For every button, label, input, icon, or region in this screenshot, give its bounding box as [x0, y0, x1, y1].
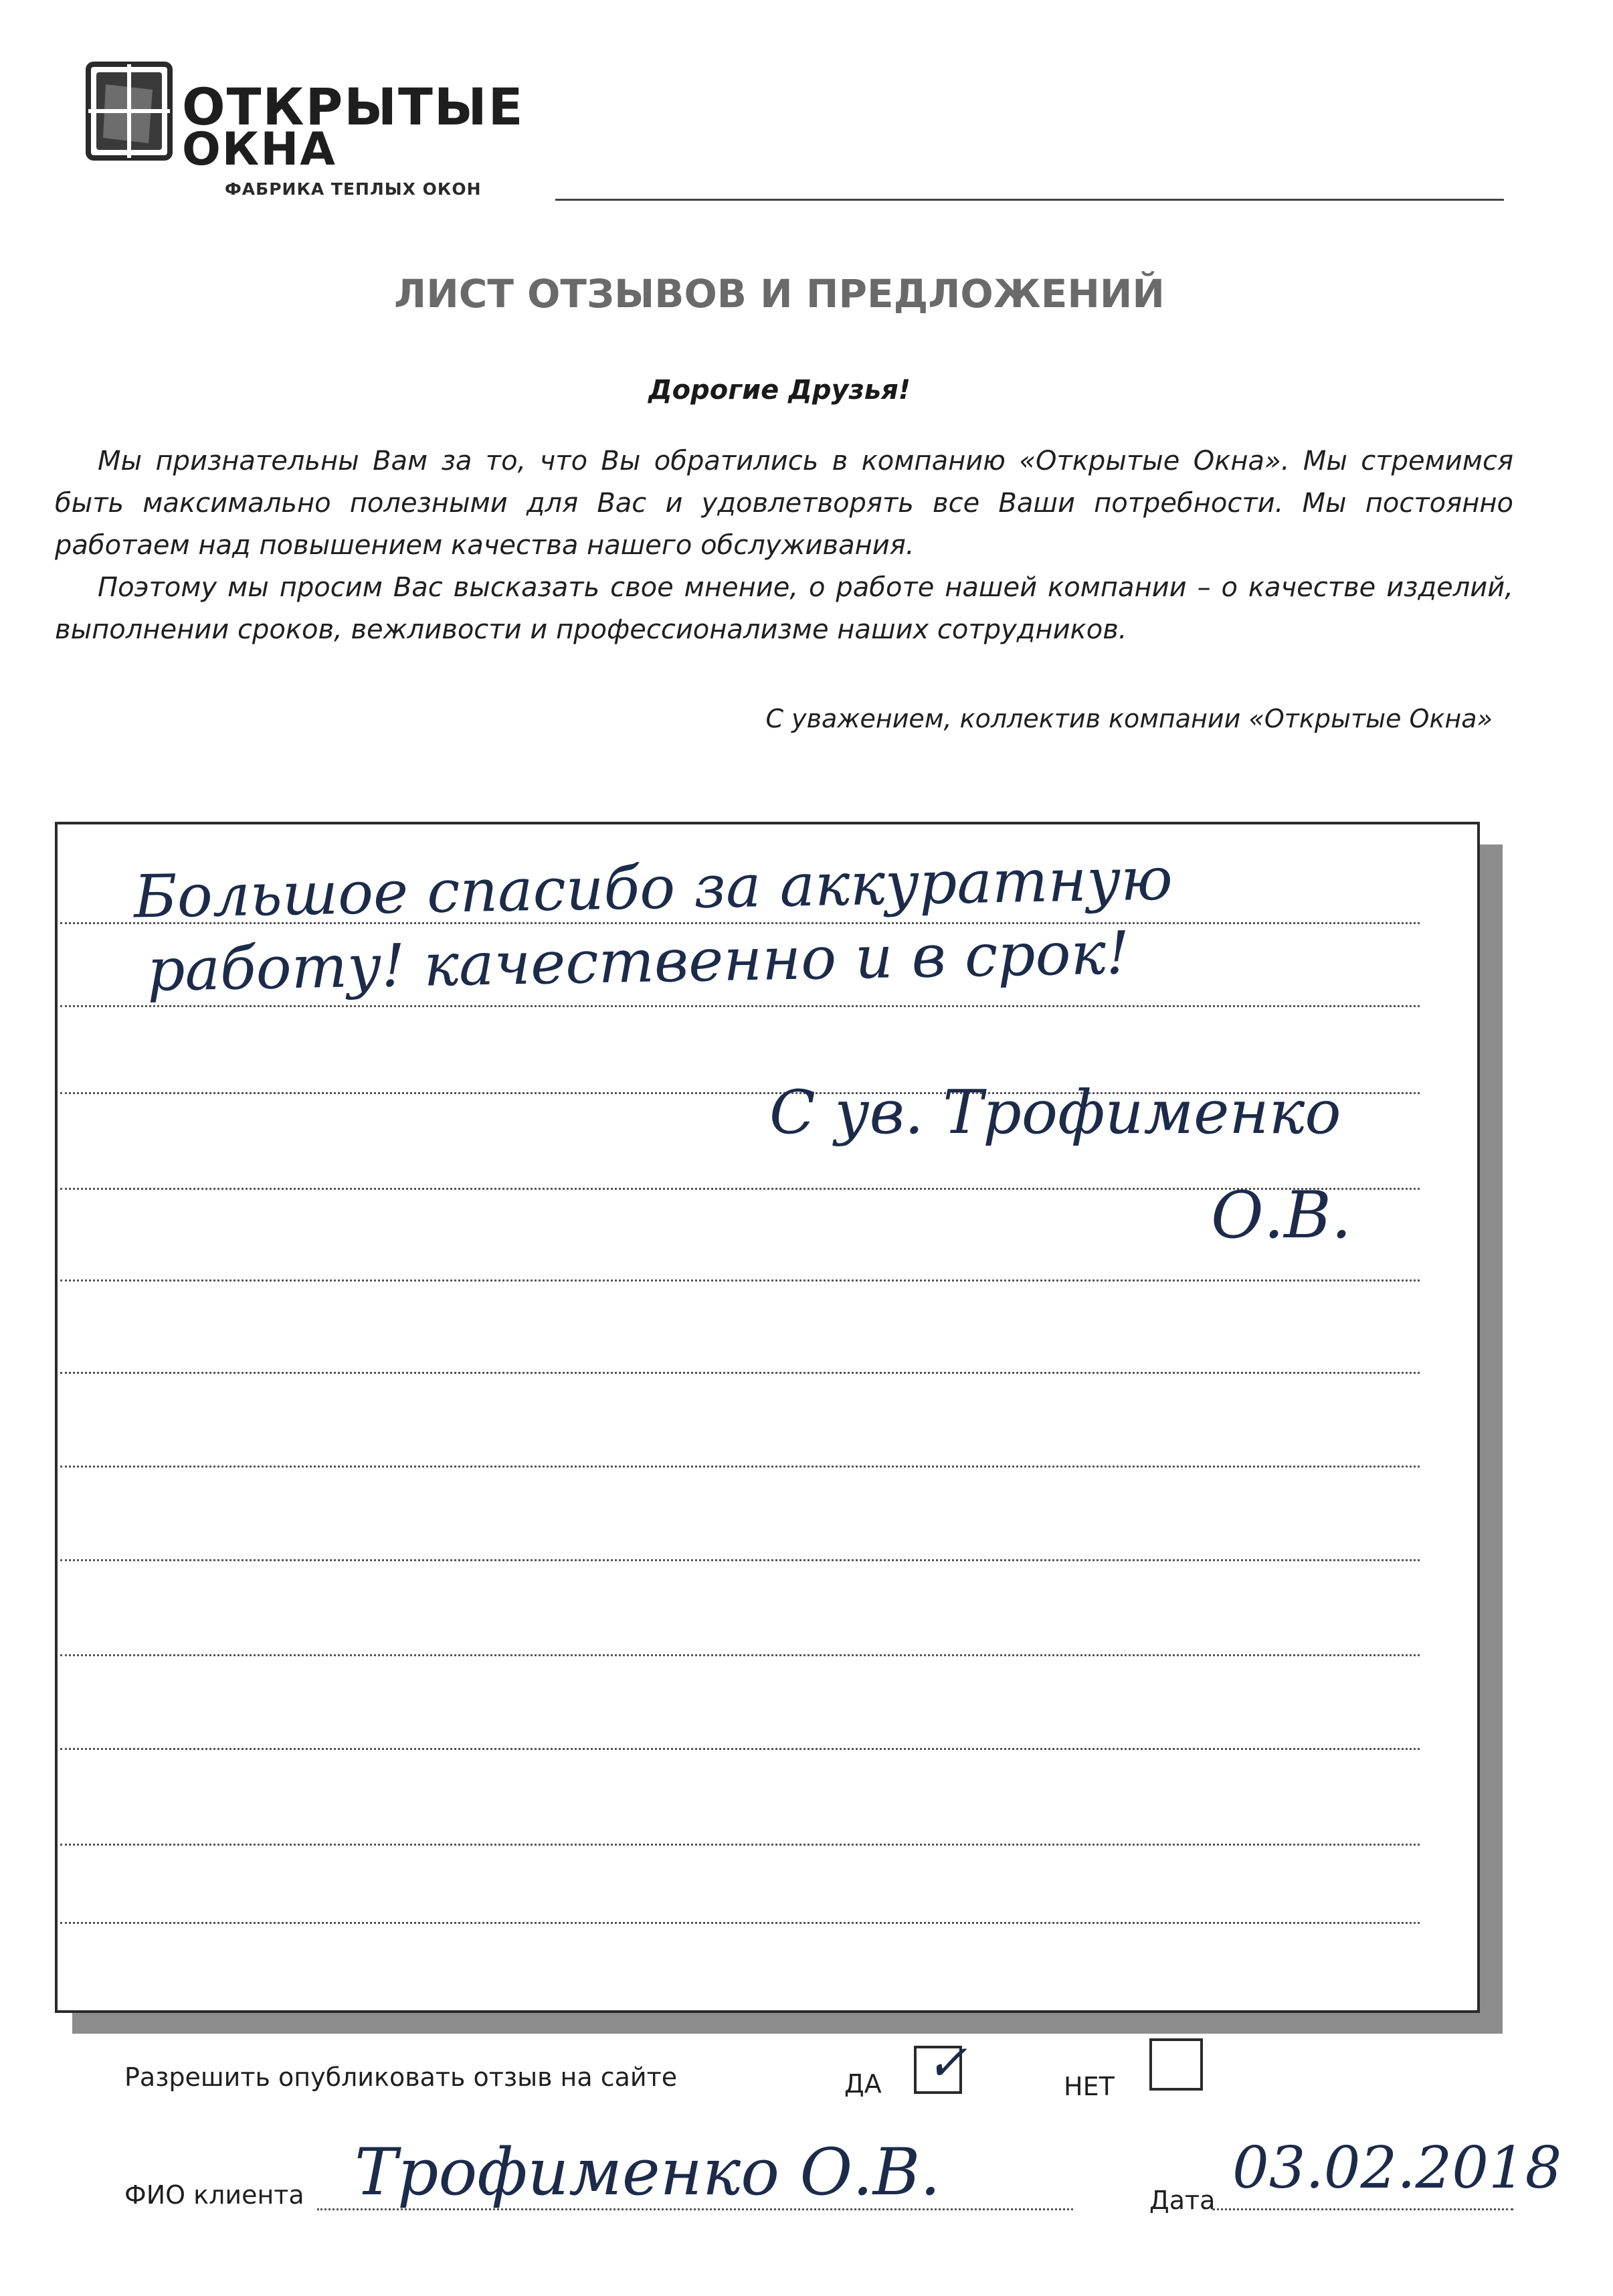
writing-line	[60, 1279, 1420, 1282]
publish-permission-label: Разрешить опубликовать отзыв на сайте	[124, 2062, 678, 2092]
feedback-text-line-2: работу! качественно и в срок!	[147, 918, 1131, 1004]
date-label: Дата	[1149, 2186, 1216, 2215]
writing-line	[60, 1654, 1420, 1656]
brand-subtitle: ФАБРИКА ТЕПЛЫХ ОКОН	[225, 179, 482, 199]
intro-paragraph-1: Мы признательны Вам за то, что Вы обратились в компанию «Открытые Окна». Мы стремимся быть максимально полезными для Вас и удовлетворять все Ваши потребности. Мы постоянно работаем над повышением качества нашего обслуживания.	[55, 446, 1513, 561]
writing-line	[60, 1922, 1420, 1924]
brand-name-line2: ОКНА	[182, 123, 337, 176]
writing-line	[60, 1844, 1420, 1846]
writing-line	[60, 1005, 1420, 1007]
company-logo-icon	[79, 58, 179, 165]
writing-line	[60, 1372, 1420, 1374]
form-title: ЛИСТ ОТЗЫВОВ И ПРЕДЛОЖЕНИЙ	[394, 271, 1165, 317]
feedback-signature-line-2: О.В.	[1211, 1178, 1352, 1253]
publish-no-label: НЕТ	[1064, 2072, 1115, 2101]
check-mark-icon: ✓	[926, 2034, 968, 2092]
client-name-field[interactable]: Трофименко О.В.	[355, 2135, 941, 2210]
writing-line	[60, 1466, 1420, 1468]
signoff: С уважением, коллектив компании «Открытые Окна»	[765, 704, 1493, 733]
publish-no-checkbox[interactable]	[1149, 2038, 1203, 2091]
brand-name-line1: ОТКРЫТЫЕ	[182, 77, 525, 137]
header-rule	[555, 199, 1504, 201]
feedback-signature-line-1: С ув. Трофименко	[769, 1077, 1341, 1148]
publish-yes-label: ДА	[844, 2069, 882, 2099]
feedback-text-line-1: Большое спасибо за аккуратную	[133, 844, 1173, 932]
date-line	[1212, 2208, 1513, 2210]
intro-paragraph-2: Поэтому мы просим Вас высказать свое мнение, о работе нашей компании – о качестве изделий, выполнении сроков, вежливости и профессионализме наших сотрудников.	[55, 572, 1513, 645]
intro-text	[55, 440, 1513, 651]
writing-line	[60, 1559, 1420, 1561]
date-field[interactable]: 03.02.2018	[1232, 2135, 1562, 2202]
writing-line	[60, 1748, 1420, 1750]
client-name-label: ФИО клиента	[124, 2180, 304, 2210]
greeting: Дорогие Друзья!	[648, 375, 911, 406]
